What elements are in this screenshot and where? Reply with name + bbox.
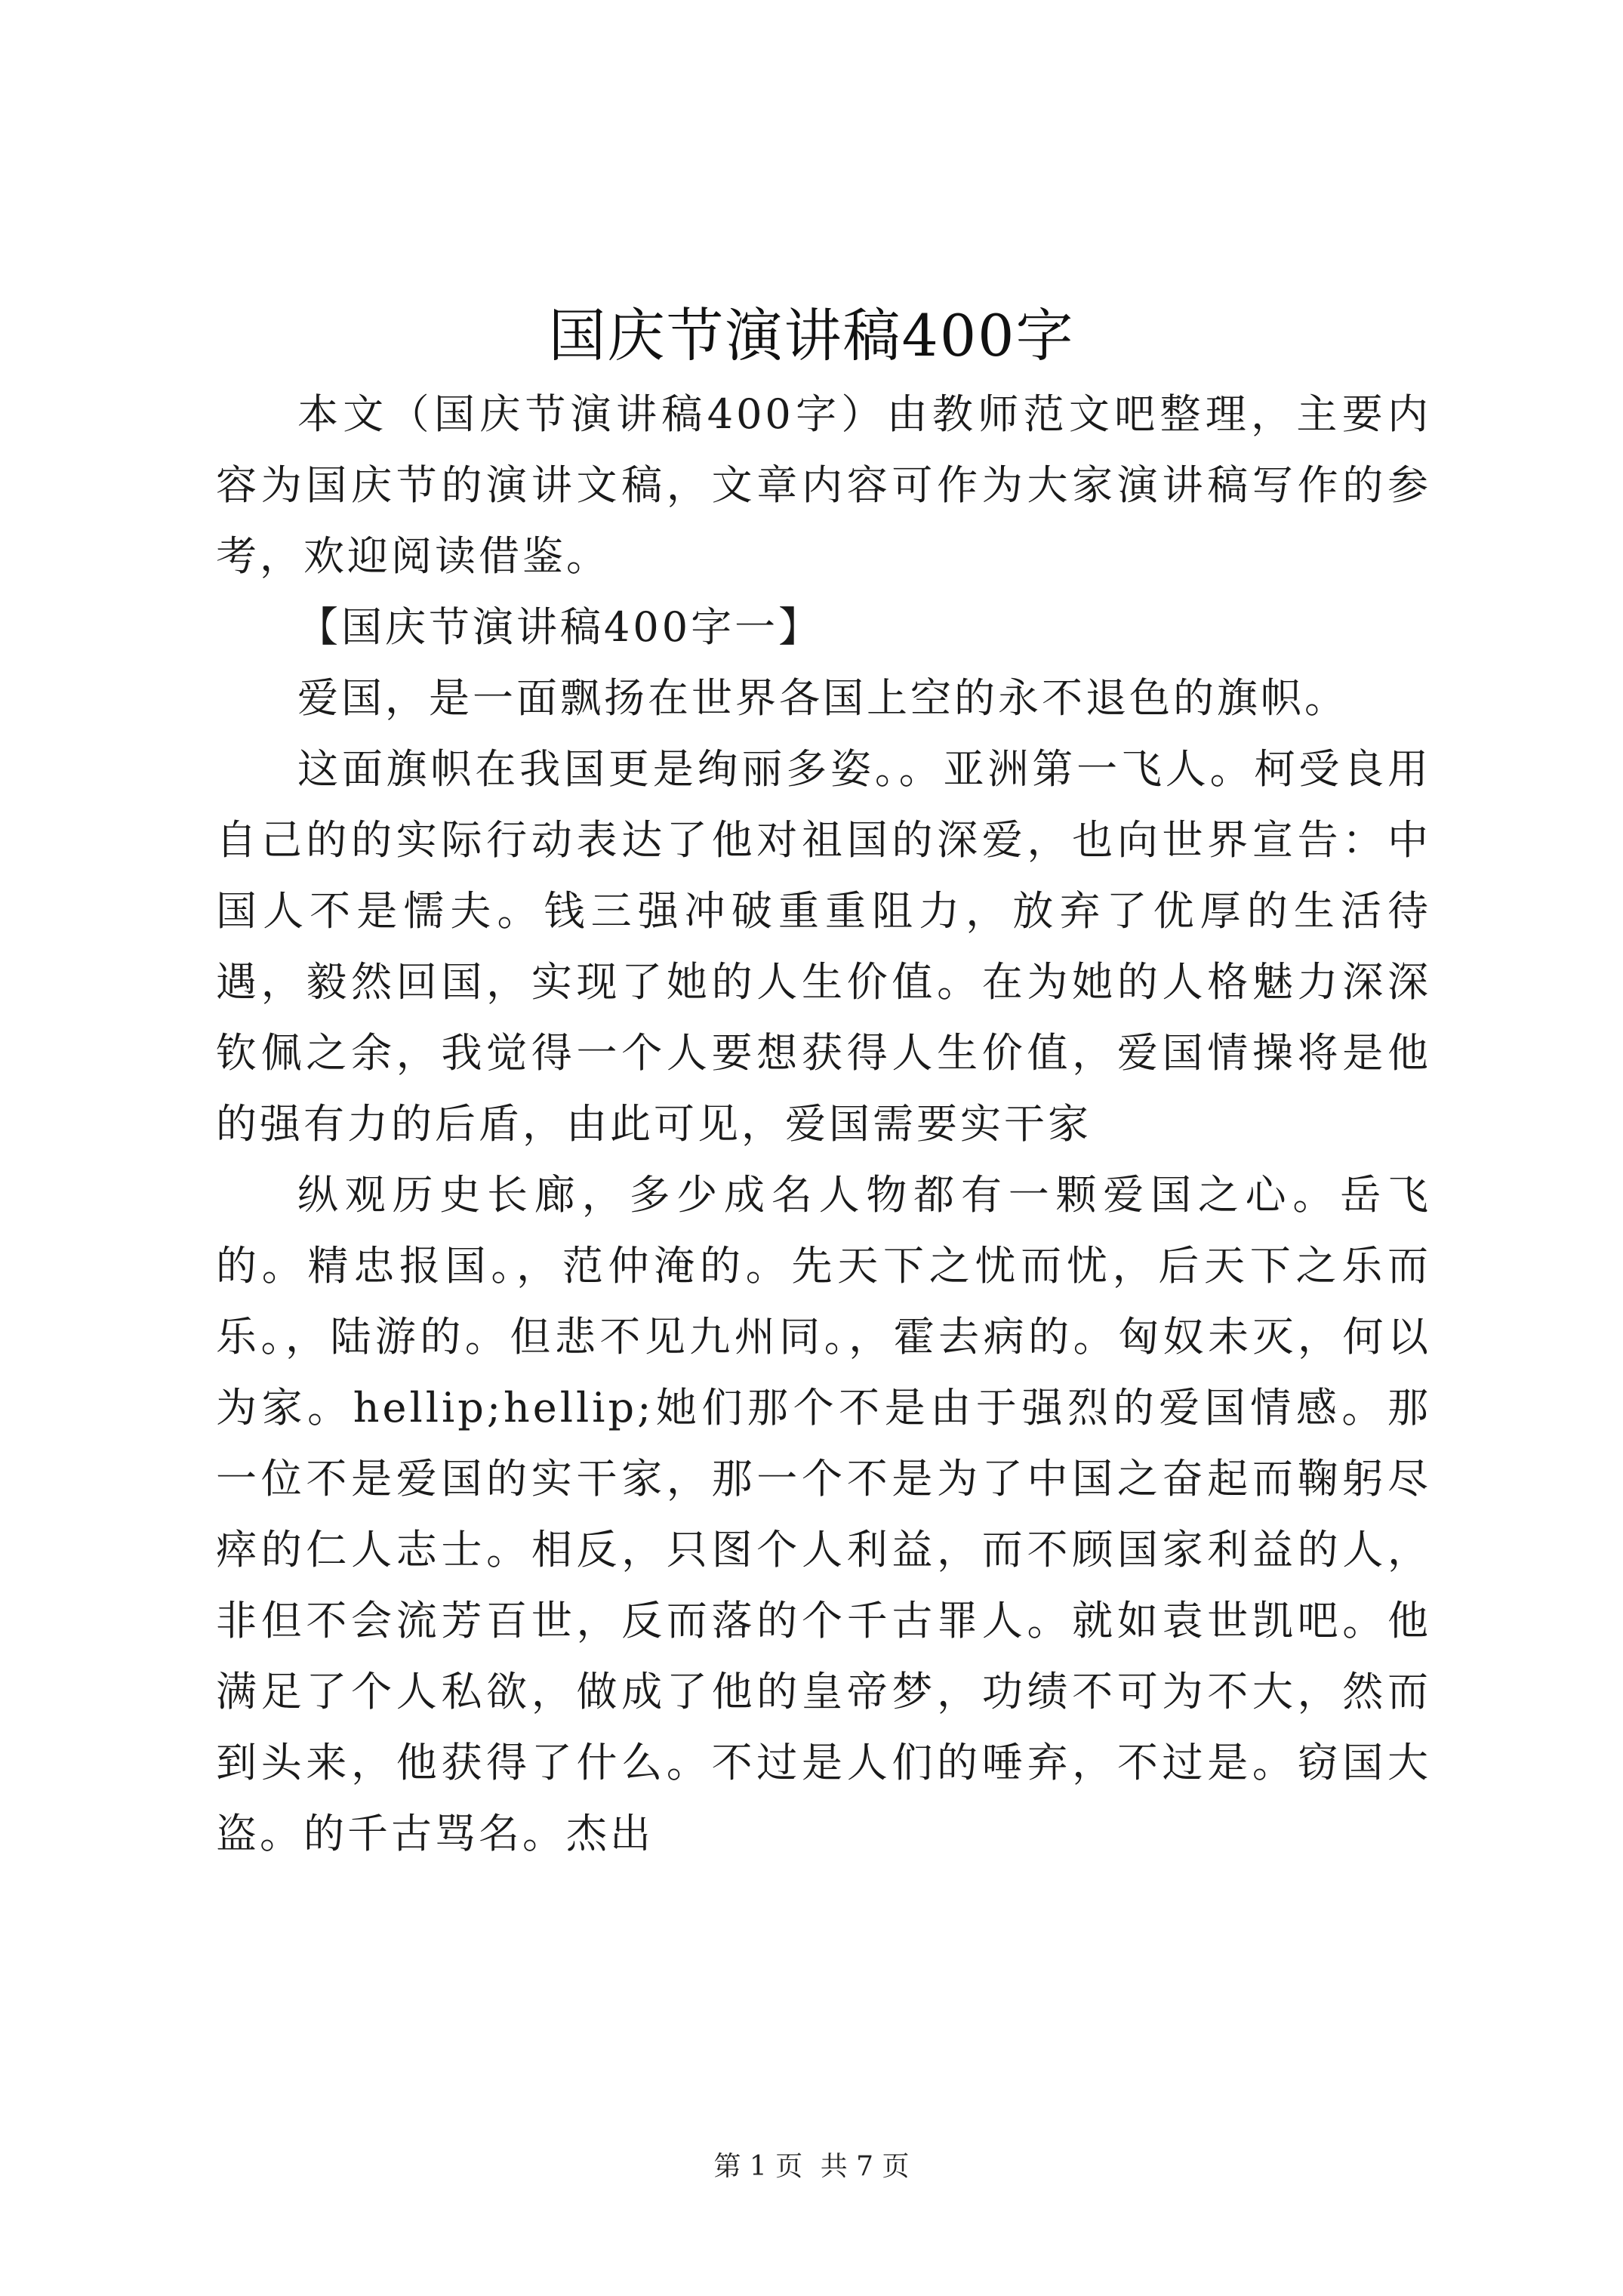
page-total: 共 7 页	[820, 2151, 910, 2182]
body-paragraph: 爱国，是一面飘扬在世界各国上空的永不退色的旗帜。	[297, 674, 1348, 722]
document-title: 国庆节演讲稿400字	[548, 302, 1075, 369]
body-paragraph: 纵观历史长廊，多少成名人物都有一颗爱国之心。岳飞的。精忠报国。，范仲淹的。先天下之忧而忧，后天下之乐而乐。，陆游的。但悲不见九州同。，霍去病的。匈奴未灭，何以为家。hellip;hellip;她们那个不是由于强烈的爱国情感。那一位不是爱国的实干家，那一个不是为了中国之奋起而鞠躬尽瘁的仁人志士。相反，只图个人利益，而不顾国家利益的人，非但不会流芳百世，反而落的个千古罪人。就如袁世凯吧。他满足了个人私欲，做成了他的皇帝梦，功绩不可为不大，然而到头来，他获得了什么。不过是人们的唾弃，不过是。窃国大盗。的千古骂名。杰出	[216, 1171, 1431, 1857]
body-paragraph: 这面旗帜在我国更是绚丽多姿。。亚洲第一飞人。柯受良用自己的的实际行动表达了他对祖国的深爱，也向世界宣告：中国人不是懦夫。钱三强冲破重重阻力，放弃了优厚的生活待遇，毅然回国，实现了她的人生价值。在为她的人格魅力深深钦佩之余，我觉得一个人要想获得人生价值，爱国情操将是他的强有力的后盾，由此可见，爱国需要实干家	[216, 745, 1431, 1148]
document-body	[216, 379, 1431, 1869]
page-number: 第 1 页	[713, 2151, 803, 2182]
page-footer	[0, 2148, 1623, 2186]
intro-paragraph: 本文（国庆节演讲稿400字）由教师范文吧整理，主要内容为国庆节的演讲文稿，文章内容可作为大家演讲稿写作的参考，欢迎阅读借鉴。	[216, 390, 1431, 580]
section-heading: 【国庆节演讲稿400字一】	[297, 603, 823, 651]
